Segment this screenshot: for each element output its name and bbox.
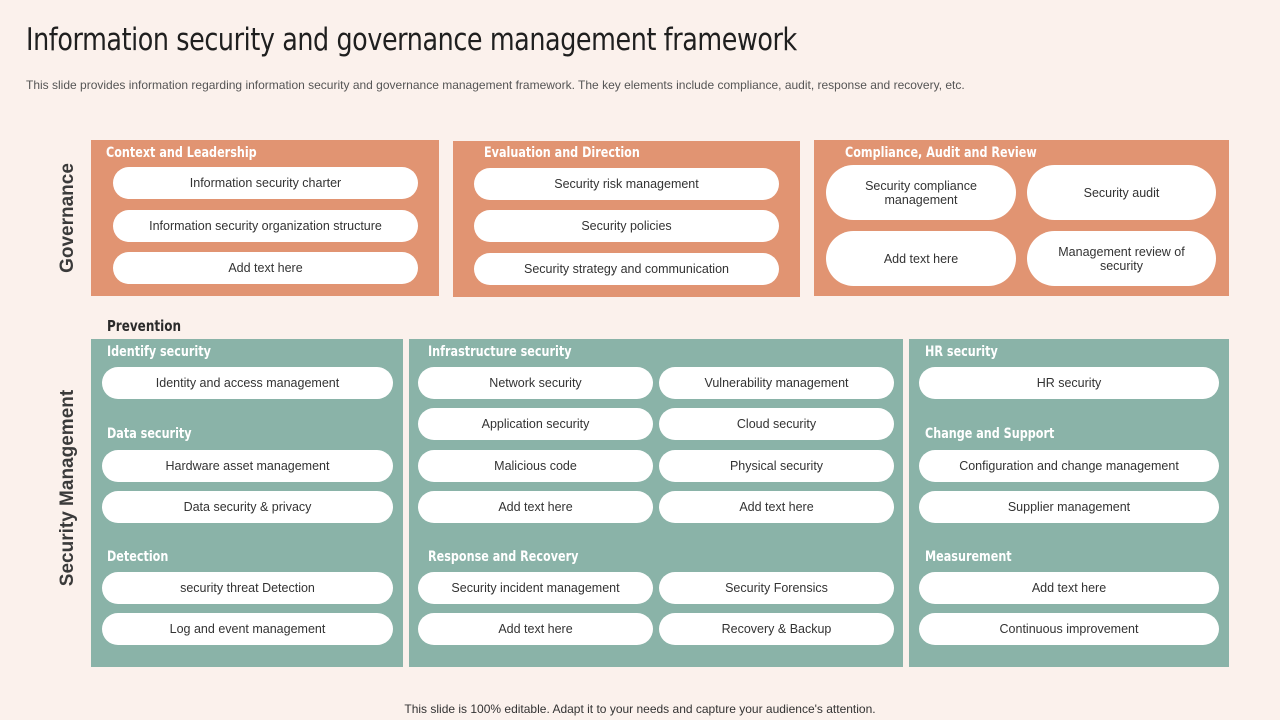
pill-application-security: Application security [418, 408, 653, 440]
pill-compliance-add-text: Add text here [826, 231, 1016, 286]
pill-network-security: Network security [418, 367, 653, 399]
pill-vulnerability-management: Vulnerability management [659, 367, 894, 399]
pill-context-add-text: Add text here [113, 252, 418, 284]
pill-risk-management: Security risk management [474, 168, 779, 200]
pill-supplier-management: Supplier management [919, 491, 1219, 523]
slide-title: Information security and governance management framework [26, 22, 797, 58]
governance-label: Governance [57, 163, 78, 273]
pill-security-charter: Information security charter [113, 167, 418, 199]
detection-title: Detection [107, 549, 169, 565]
pill-infra-add-text-1: Add text here [418, 491, 653, 523]
prevention-label: Prevention [107, 317, 181, 335]
pill-hr-security: HR security [919, 367, 1219, 399]
pill-management-review: Management review of security [1027, 231, 1216, 286]
pill-physical-security: Physical security [659, 450, 894, 482]
slide-subtitle: This slide provides information regarding information security and governance management framework. The key elements include compliance, audit, response and recovery, etc. [26, 78, 965, 92]
pill-response-add-text: Add text here [418, 613, 653, 645]
pill-identity-access: Identity and access management [102, 367, 393, 399]
slide-footer: This slide is 100% editable. Adapt it to your needs and capture your audience's attention. [404, 702, 876, 716]
context-leadership-title: Context and Leadership [106, 145, 257, 161]
security-management-label: Security Management [57, 389, 78, 587]
pill-recovery-backup: Recovery & Backup [659, 613, 894, 645]
pill-security-audit: Security audit [1027, 165, 1216, 220]
measurement-title: Measurement [925, 549, 1012, 565]
pill-incident-management: Security incident management [418, 572, 653, 604]
pill-log-event: Log and event management [102, 613, 393, 645]
pill-compliance-management: Security compliance management [826, 165, 1016, 220]
compliance-audit-title: Compliance, Audit and Review [845, 145, 1037, 161]
pill-data-privacy: Data security & privacy [102, 491, 393, 523]
pill-hardware-asset: Hardware asset management [102, 450, 393, 482]
pill-threat-detection: security threat Detection [102, 572, 393, 604]
hr-security-title: HR security [925, 344, 998, 360]
pill-configuration-change: Configuration and change management [919, 450, 1219, 482]
pill-measurement-add-text: Add text here [919, 572, 1219, 604]
pill-continuous-improvement: Continuous improvement [919, 613, 1219, 645]
identify-security-title: Identify security [107, 344, 211, 360]
pill-strategy-communication: Security strategy and communication [474, 253, 779, 285]
evaluation-direction-title: Evaluation and Direction [484, 145, 640, 161]
data-security-title: Data security [107, 426, 192, 442]
pill-cloud-security: Cloud security [659, 408, 894, 440]
pill-security-policies: Security policies [474, 210, 779, 242]
response-recovery-title: Response and Recovery [428, 549, 579, 565]
pill-security-org-structure: Information security organization structure [113, 210, 418, 242]
change-support-title: Change and Support [925, 426, 1055, 442]
pill-infra-add-text-2: Add text here [659, 491, 894, 523]
pill-malicious-code: Malicious code [418, 450, 653, 482]
pill-security-forensics: Security Forensics [659, 572, 894, 604]
infrastructure-security-title: Infrastructure security [428, 344, 572, 360]
